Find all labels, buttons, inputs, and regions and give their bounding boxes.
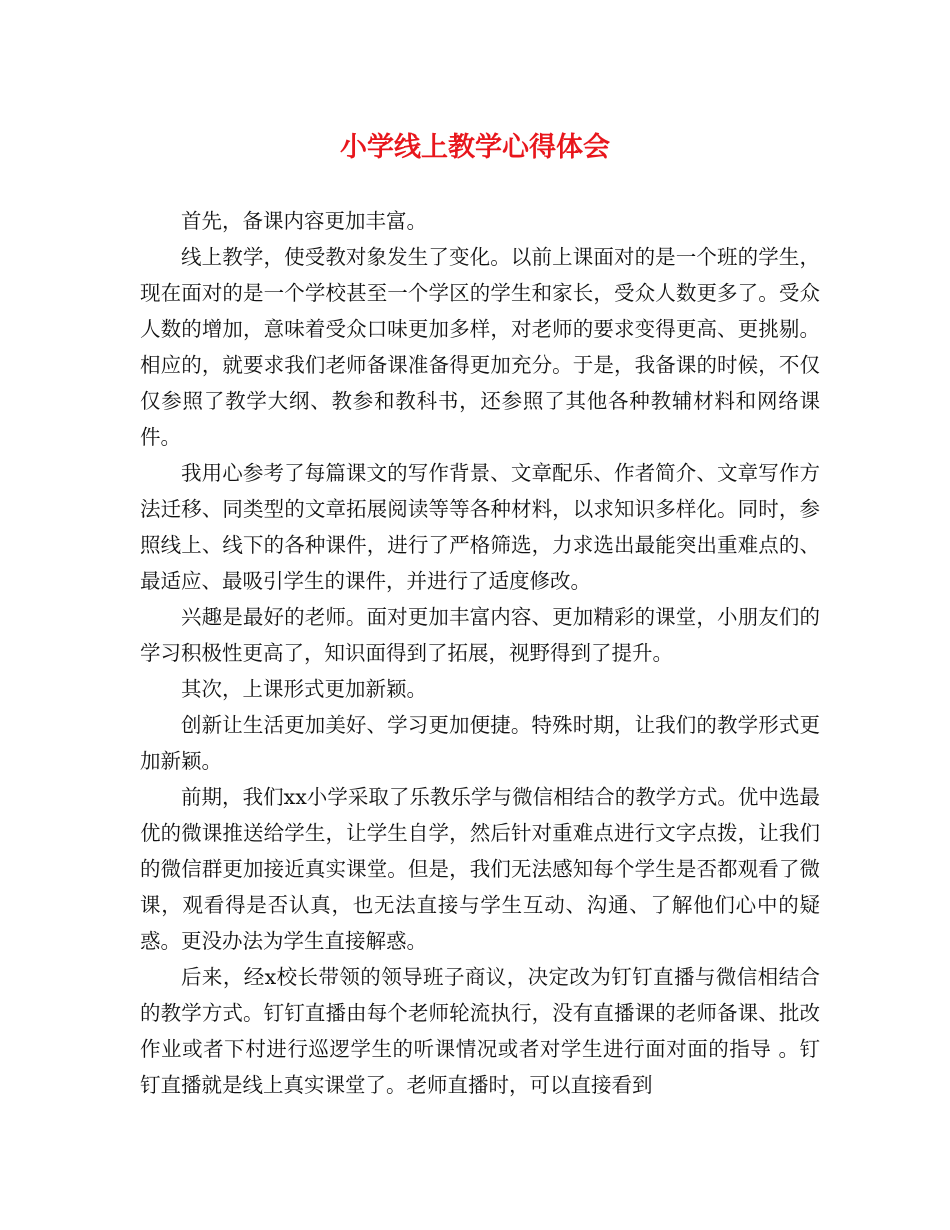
paragraph-1: 首先，备课内容更加丰富。 (181, 209, 427, 233)
document-body (140, 203, 820, 1103)
paragraph-8: 后来，经x校长带领的领导班子商议，决定改为钉钉直播与微信相结合的教学方式。钉钉直播由每个老师轮流执行，没有直播课的老师备课、批改作业或者下村进行巡逻学生的听课情况或者对学生进行面对面的指导 。钉钉直播就是线上真实课堂了。老师直播时，可以直接看到 (140, 965, 820, 1097)
paragraph-4: 兴趣是最好的老师。面对更加丰富内容、更加精彩的课堂，小朋友们的学习积极性更高了，知识面得到了拓展，视野得到了提升。 (140, 605, 820, 665)
paragraph-7: 前期，我们xx小学采取了乐教乐学与微信相结合的教学方式。优中选最优的微课推送给学生，让学生自学，然后针对重难点进行文字点拨，让我们的微信群更加接近真实课堂。但是，我们无法感知每个学生是否都观看了微课，观看得是否认真，也无法直接与学生互动、沟通、了解他们心中的疑惑。更没办法为学生直接解惑。 (140, 785, 820, 953)
document-title: 小学线上教学心得体会 (340, 132, 610, 163)
paragraph-2: 线上教学，使受教对象发生了变化。以前上课面对的是一个班的学生，现在面对的是一个学校甚至一个学区的学生和家长，受众人数更多了。受众人数的增加，意味着受众口味更加多样，对老师的要求变得更高、更挑剔。相应的，就要求我们老师备课准备得更加充分。于是，我备课的时候，不仅仅参照了教学大纲、教参和教科书，还参照了其他各种教辅材料和网络课件。 (140, 245, 820, 449)
paragraph-6: 创新让生活更加美好、学习更加便捷。特殊时期，让我们的教学形式更加新颖。 (140, 713, 820, 773)
paragraph-5: 其次，上课形式更加新颖。 (181, 677, 427, 701)
paragraph-3: 我用心参考了每篇课文的写作背景、文章配乐、作者简介、文章写作方法迁移、同类型的文章拓展阅读等等各种材料，以求知识多样化。同时，参照线上、线下的各种课件，进行了严格筛选，力求选出最能突出重难点的、最适应、最吸引学生的课件，并进行了适度修改。 (140, 461, 820, 593)
